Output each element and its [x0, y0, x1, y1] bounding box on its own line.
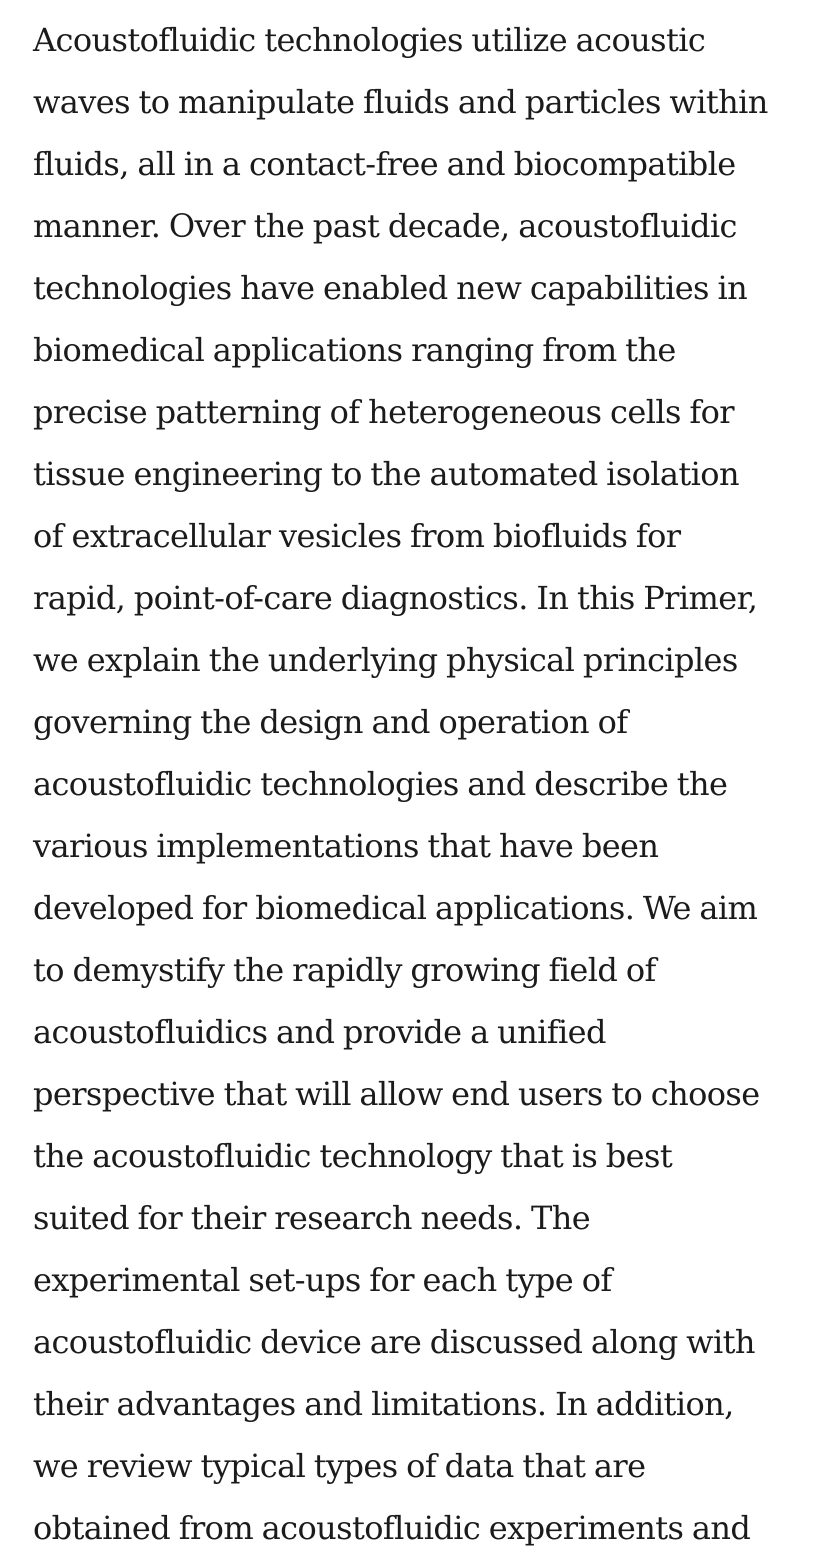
- abstract-line: the acoustofluidic technology that is best: [33, 1137, 673, 1175]
- abstract-line: technologies have enabled new capabilities in: [33, 269, 748, 307]
- abstract-line: to demystify the rapidly growing field of: [33, 951, 656, 989]
- abstract-line: Acoustofluidic technologies utilize acoustic: [33, 21, 706, 59]
- abstract-line: tissue engineering to the automated isolation: [33, 455, 739, 493]
- abstract-line: of extracellular vesicles from biofluids for: [33, 517, 681, 555]
- abstract-line: biomedical applications ranging from the: [33, 331, 676, 369]
- abstract-line: their advantages and limitations. In addition,: [33, 1385, 734, 1423]
- abstract-line: we review typical types of data that are: [33, 1447, 646, 1485]
- abstract-line: fluids, all in a contact-free and biocompatible: [33, 145, 736, 183]
- abstract-line: acoustofluidic technologies and describe the: [33, 765, 728, 803]
- abstract-line: suited for their research needs. The: [33, 1199, 591, 1237]
- abstract-line: various implementations that have been: [33, 827, 659, 865]
- abstract-line: acoustofluidics and provide a unified: [33, 1013, 606, 1051]
- abstract-line: obtained from acoustofluidic experiments and: [33, 1509, 751, 1547]
- abstract-line: developed for biomedical applications. We aim: [33, 889, 758, 927]
- abstract-line: waves to manipulate fluids and particles within: [33, 83, 768, 121]
- abstract-paragraph: [33, 9, 823, 1559]
- abstract-line: perspective that will allow end users to choose: [33, 1075, 760, 1113]
- abstract-line: acoustofluidic device are discussed along with: [33, 1323, 755, 1361]
- abstract-line: experimental set-ups for each type of: [33, 1261, 612, 1299]
- abstract-line: manner. Over the past decade, acoustofluidic: [33, 207, 737, 245]
- abstract-line: governing the design and operation of: [33, 703, 628, 741]
- abstract-line: rapid, point-of-care diagnostics. In this Primer,: [33, 579, 758, 617]
- abstract-line: precise patterning of heterogeneous cells for: [33, 393, 734, 431]
- abstract-line: we explain the underlying physical principles: [33, 641, 738, 679]
